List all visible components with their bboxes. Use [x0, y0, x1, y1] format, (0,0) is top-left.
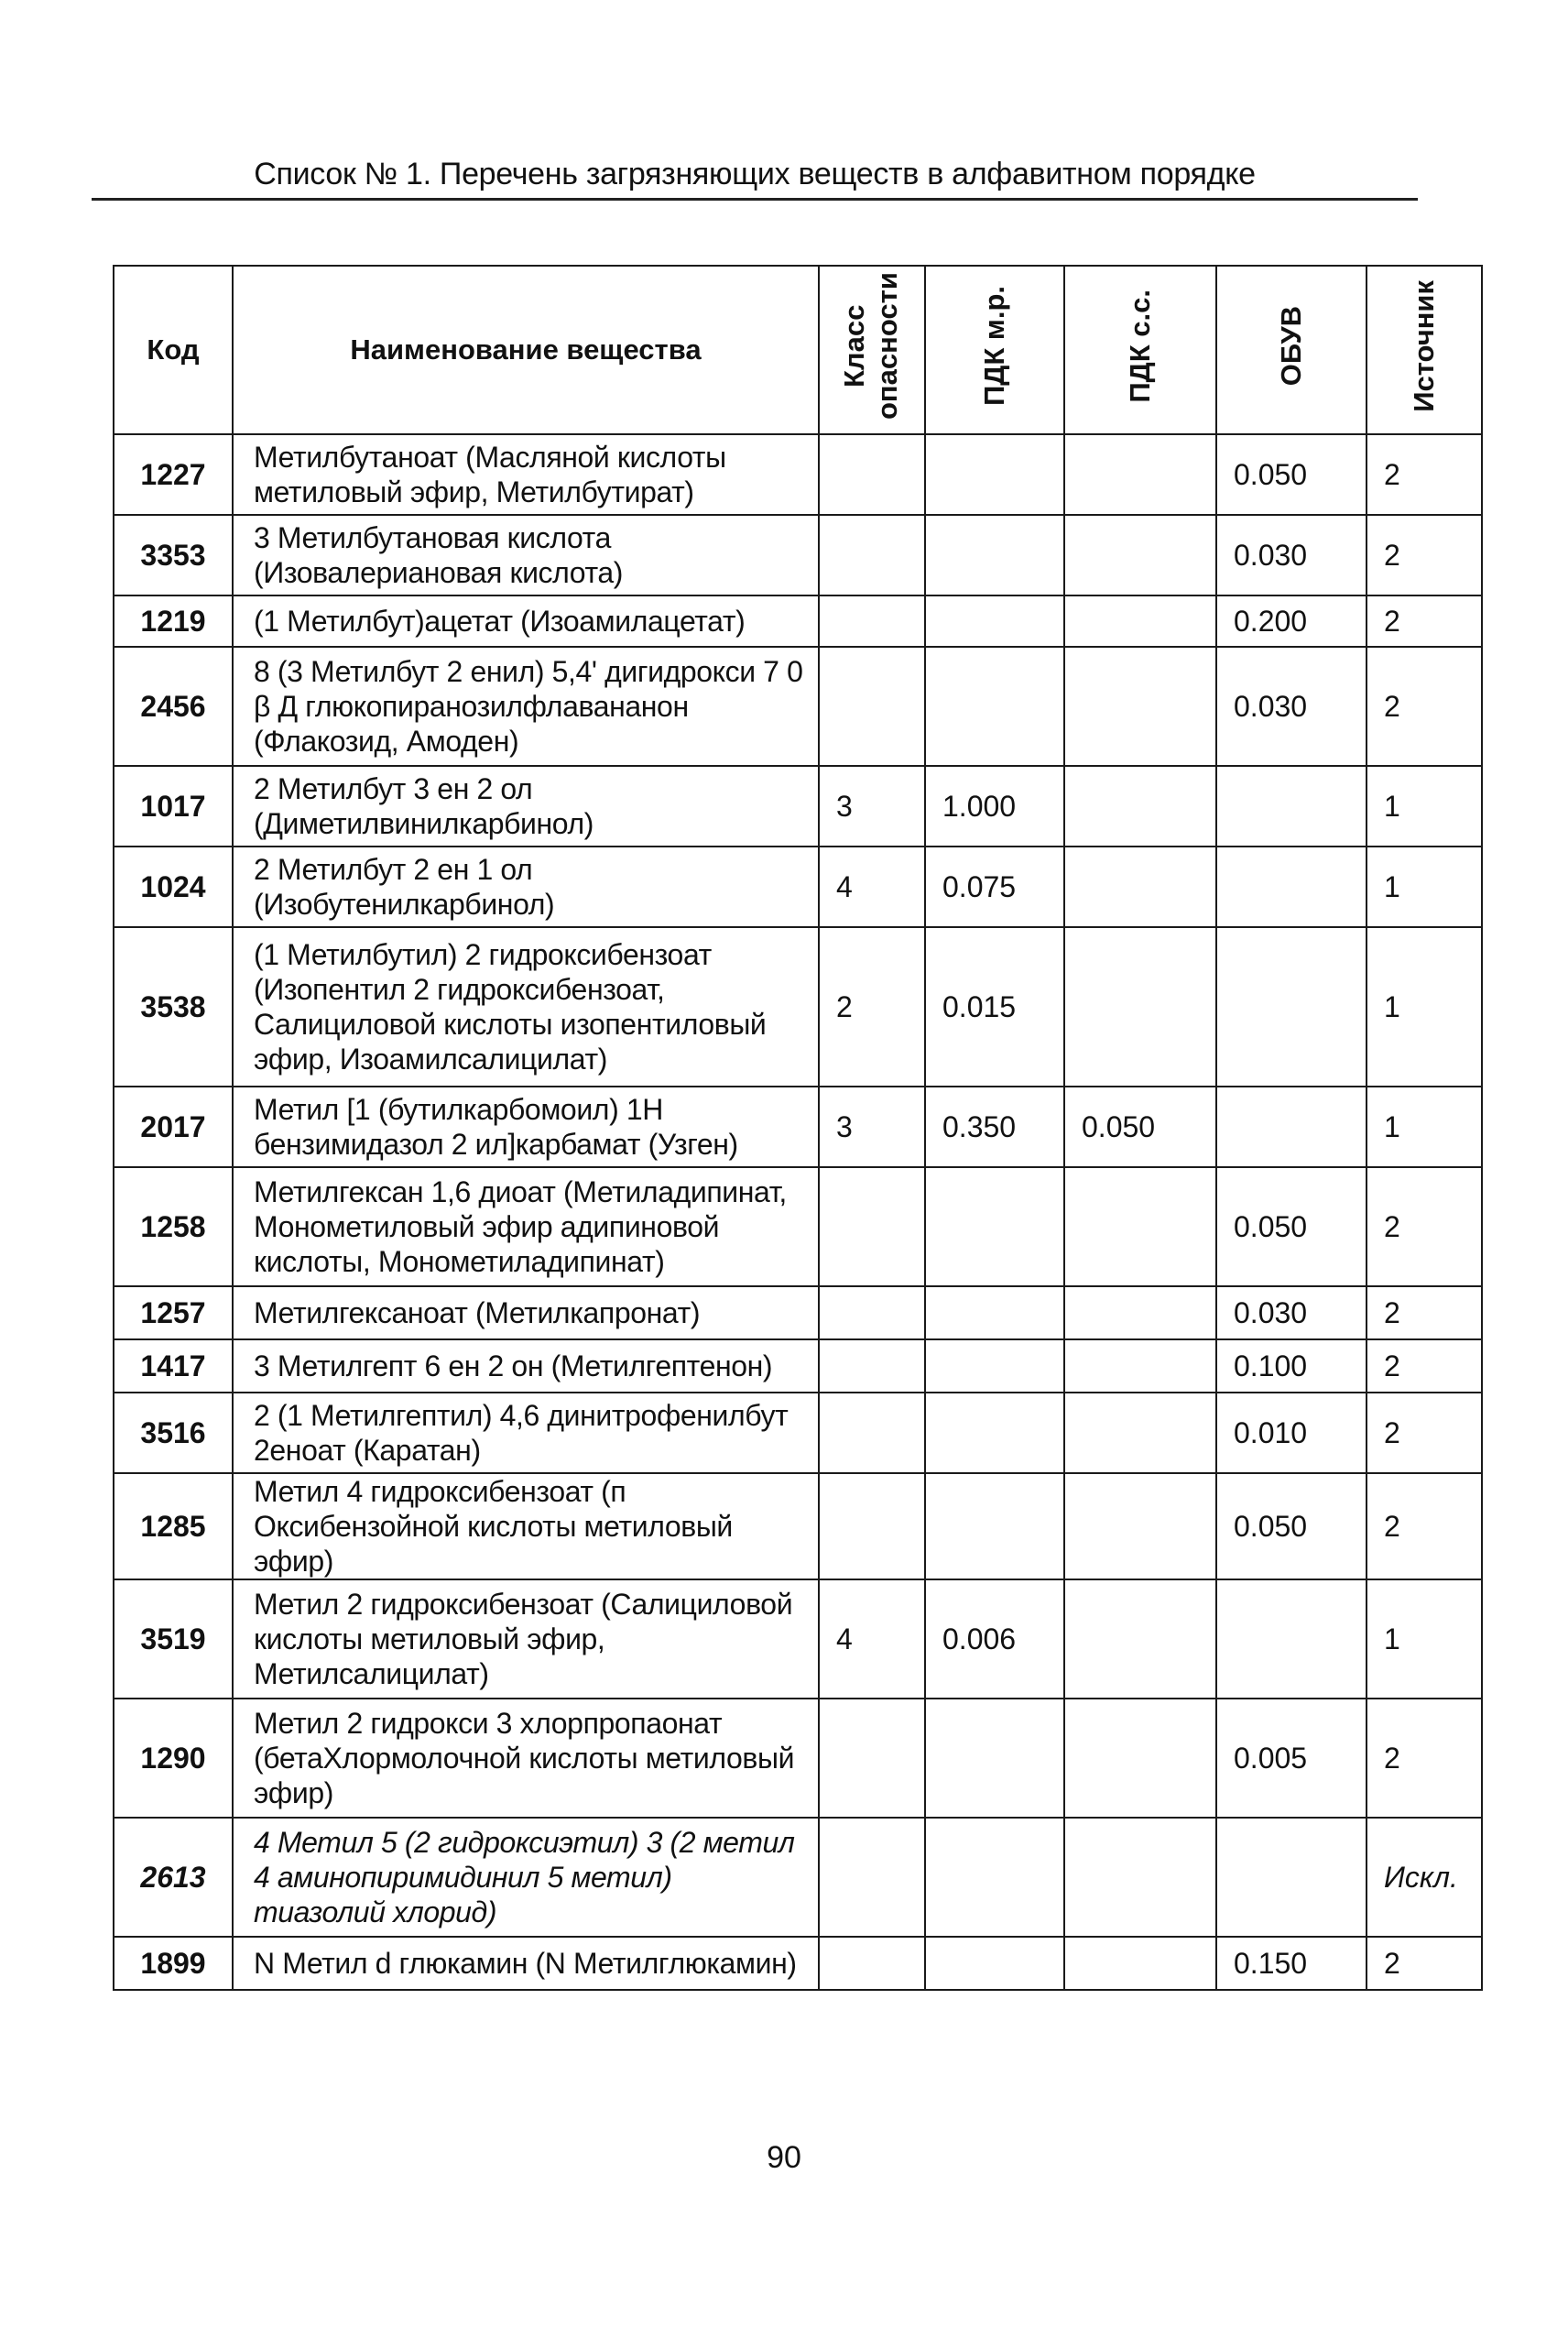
- cell-name: 4 Метил 5 (2 гидроксиэтил) 3 (2 метил 4 аминопиримидинил 5 метил) тиазолий хлорид): [233, 1818, 819, 1937]
- cell-pdk-mr: [925, 1818, 1064, 1937]
- cell-pdk-ss: [1064, 1699, 1216, 1818]
- table-row: [114, 1087, 1482, 1167]
- cell-pdk-ss: [1064, 595, 1216, 647]
- cell-code: 1285: [114, 1473, 233, 1579]
- column-header-hazard: [819, 266, 925, 434]
- cell-obuv: [1216, 1087, 1367, 1167]
- cell-obuv: 0.030: [1216, 647, 1367, 766]
- table-row: [114, 1699, 1482, 1818]
- cell-pdk-mr: 0.075: [925, 847, 1064, 927]
- cell-source: 2: [1367, 1167, 1482, 1286]
- cell-source: 1: [1367, 766, 1482, 847]
- column-header-name: Наименование вещества: [233, 266, 819, 434]
- table-row: [114, 1579, 1482, 1699]
- cell-source: 1: [1367, 927, 1482, 1087]
- column-header-pdk-mr-label: ПДК м.р.: [978, 286, 1010, 406]
- cell-code: 1257: [114, 1286, 233, 1339]
- cell-pdk-ss: [1064, 1579, 1216, 1699]
- column-header-pdk-mr: [925, 266, 1064, 434]
- column-header-obuv-label: ОБУВ: [1275, 305, 1307, 387]
- cell-pdk-ss: [1064, 515, 1216, 595]
- cell-name: 3 Метилбутановая кислота (Изовалериановая кислота): [233, 515, 819, 595]
- cell-hazard: [819, 434, 925, 515]
- cell-hazard: [819, 1937, 925, 1990]
- cell-code: 1899: [114, 1937, 233, 1990]
- cell-pdk-ss: [1064, 766, 1216, 847]
- cell-hazard: [819, 1393, 925, 1473]
- cell-pdk-mr: 0.015: [925, 927, 1064, 1087]
- cell-name: Метил 4 гидроксибензоат (п Оксибензойной кислоты метиловый эфир): [233, 1473, 819, 1579]
- table-row: [114, 1167, 1482, 1286]
- cell-obuv: [1216, 927, 1367, 1087]
- cell-obuv: [1216, 766, 1367, 847]
- cell-obuv: 0.005: [1216, 1699, 1367, 1818]
- table-row: [114, 1818, 1482, 1937]
- cell-name: 2 Метилбут 2 ен 1 ол (Изобутенилкарбинол): [233, 847, 819, 927]
- cell-source: 2: [1367, 1393, 1482, 1473]
- cell-obuv: 0.030: [1216, 1286, 1367, 1339]
- cell-name: 8 (3 Метилбут 2 енил) 5,4' дигидрокси 7 0 β Д глюкопиранозилфлаванaнон (Флакозид, Амоден): [233, 647, 819, 766]
- cell-hazard: [819, 1699, 925, 1818]
- page-title: Список № 1. Перечень загрязняющих веществ в алфавитном порядке: [92, 154, 1418, 201]
- cell-pdk-mr: 0.006: [925, 1579, 1064, 1699]
- cell-code: 3353: [114, 515, 233, 595]
- cell-name: 2 (1 Метилгептил) 4,6 динитрофенилбут 2еноат (Каратан): [233, 1393, 819, 1473]
- cell-code: 1258: [114, 1167, 233, 1286]
- cell-hazard: 3: [819, 1087, 925, 1167]
- cell-hazard: [819, 595, 925, 647]
- cell-hazard: [819, 1339, 925, 1393]
- column-header-source-label: Источник: [1408, 279, 1440, 412]
- cell-obuv: 0.030: [1216, 515, 1367, 595]
- cell-obuv: 0.050: [1216, 1167, 1367, 1286]
- cell-pdk-ss: [1064, 1393, 1216, 1473]
- cell-source: 2: [1367, 1339, 1482, 1393]
- cell-code: 3516: [114, 1393, 233, 1473]
- cell-obuv: [1216, 847, 1367, 927]
- cell-pdk-mr: [925, 595, 1064, 647]
- cell-pdk-mr: [925, 647, 1064, 766]
- column-header-code: Код: [114, 266, 233, 434]
- cell-pdk-ss: [1064, 847, 1216, 927]
- cell-name: Метил 2 гидроксибензоат (Салициловой кислоты метиловый эфир, Метилсалицилат): [233, 1579, 819, 1699]
- cell-pdk-ss: [1064, 1339, 1216, 1393]
- cell-pdk-mr: [925, 1339, 1064, 1393]
- cell-pdk-mr: [925, 1167, 1064, 1286]
- cell-source: 2: [1367, 1699, 1482, 1818]
- cell-name: Метилгексан 1,6 диоат (Метиладипинат, Монометиловый эфир адипиновой кислоты, Монометиладипинат): [233, 1167, 819, 1286]
- cell-obuv: [1216, 1579, 1367, 1699]
- cell-hazard: [819, 1167, 925, 1286]
- cell-pdk-mr: [925, 1286, 1064, 1339]
- cell-name: 3 Метилгепт 6 ен 2 он (Метилгептенон): [233, 1339, 819, 1393]
- column-header-pdk-ss-label: ПДК с.с.: [1124, 289, 1156, 403]
- table-header-row: [114, 266, 1482, 434]
- cell-code: 1219: [114, 595, 233, 647]
- cell-code: 1024: [114, 847, 233, 927]
- cell-source: 2: [1367, 1473, 1482, 1579]
- cell-code: 3519: [114, 1579, 233, 1699]
- cell-name: Метил 2 гидрокси 3 хлорпропаонат (бетаХлормолочной кислоты метиловый эфир): [233, 1699, 819, 1818]
- table-row: [114, 1286, 1482, 1339]
- table-row: [114, 1473, 1482, 1579]
- cell-obuv: 0.100: [1216, 1339, 1367, 1393]
- cell-hazard: 4: [819, 847, 925, 927]
- table-row: [114, 1937, 1482, 1990]
- cell-pdk-ss: [1064, 647, 1216, 766]
- cell-pdk-mr: 1.000: [925, 766, 1064, 847]
- column-header-source: [1367, 266, 1482, 434]
- cell-source: 2: [1367, 515, 1482, 595]
- cell-obuv: 0.050: [1216, 434, 1367, 515]
- cell-source: 2: [1367, 647, 1482, 766]
- cell-pdk-mr: [925, 515, 1064, 595]
- table-row: [114, 434, 1482, 515]
- cell-name: (1 Метилбут)ацетат (Изоамилацетат): [233, 595, 819, 647]
- cell-pdk-ss: [1064, 927, 1216, 1087]
- cell-pdk-mr: [925, 434, 1064, 515]
- cell-source: 1: [1367, 1087, 1482, 1167]
- cell-source: 1: [1367, 847, 1482, 927]
- cell-hazard: [819, 1473, 925, 1579]
- column-header-pdk-ss: [1064, 266, 1216, 434]
- table-row: [114, 595, 1482, 647]
- cell-hazard: [819, 1818, 925, 1937]
- table-row: [114, 647, 1482, 766]
- page-number: 90: [767, 2140, 801, 2175]
- cell-source: 2: [1367, 595, 1482, 647]
- cell-source: 1: [1367, 1579, 1482, 1699]
- cell-name: Метилбутаноат (Масляной кислоты метиловый эфир, Метилбутират): [233, 434, 819, 515]
- cell-pdk-ss: [1064, 434, 1216, 515]
- column-header-obuv: [1216, 266, 1367, 434]
- cell-name: Метилгексаноат (Метилкапронат): [233, 1286, 819, 1339]
- table-row: [114, 515, 1482, 595]
- table-row: [114, 847, 1482, 927]
- cell-source: Искл.: [1367, 1818, 1482, 1937]
- cell-pdk-mr: [925, 1937, 1064, 1990]
- table-row: [114, 927, 1482, 1087]
- cell-hazard: 3: [819, 766, 925, 847]
- cell-code: 2017: [114, 1087, 233, 1167]
- cell-obuv: 0.010: [1216, 1393, 1367, 1473]
- cell-name: (1 Метилбутил) 2 гидроксибензоат (Изопентил 2 гидроксибензоат, Салициловой кислоты изопентиловый эфир, Изоамилсалицилат): [233, 927, 819, 1087]
- cell-pdk-ss: [1064, 1286, 1216, 1339]
- cell-pdk-ss: [1064, 1473, 1216, 1579]
- cell-code: 1017: [114, 766, 233, 847]
- table-row: [114, 1393, 1482, 1473]
- cell-hazard: 4: [819, 1579, 925, 1699]
- cell-code: 2456: [114, 647, 233, 766]
- cell-pdk-mr: 0.350: [925, 1087, 1064, 1167]
- cell-hazard: [819, 647, 925, 766]
- cell-code: 2613: [114, 1818, 233, 1937]
- pollutants-table: [113, 265, 1483, 1991]
- cell-obuv: 0.150: [1216, 1937, 1367, 1990]
- cell-pdk-mr: [925, 1699, 1064, 1818]
- cell-name: N Метил d глюкамин (N Метилглюкамин): [233, 1937, 819, 1990]
- cell-pdk-ss: [1064, 1167, 1216, 1286]
- cell-code: 1417: [114, 1339, 233, 1393]
- table-row: [114, 1339, 1482, 1393]
- cell-pdk-mr: [925, 1473, 1064, 1579]
- column-header-hazard-label: Класс опасности: [838, 271, 903, 420]
- cell-hazard: [819, 515, 925, 595]
- cell-obuv: 0.200: [1216, 595, 1367, 647]
- cell-obuv: 0.050: [1216, 1473, 1367, 1579]
- cell-pdk-ss: [1064, 1818, 1216, 1937]
- cell-pdk-mr: [925, 1393, 1064, 1473]
- cell-source: 2: [1367, 1937, 1482, 1990]
- cell-source: 2: [1367, 1286, 1482, 1339]
- cell-obuv: [1216, 1818, 1367, 1937]
- cell-hazard: [819, 1286, 925, 1339]
- cell-code: 1227: [114, 434, 233, 515]
- cell-pdk-ss: [1064, 1937, 1216, 1990]
- cell-name: 2 Метилбут 3 ен 2 ол (Диметилвинилкарбинол): [233, 766, 819, 847]
- cell-source: 2: [1367, 434, 1482, 515]
- cell-hazard: 2: [819, 927, 925, 1087]
- cell-code: 1290: [114, 1699, 233, 1818]
- cell-pdk-ss: 0.050: [1064, 1087, 1216, 1167]
- cell-name: Метил [1 (бутилкарбомоил) 1Н бензимидазол 2 ил]карбамат (Узген): [233, 1087, 819, 1167]
- cell-code: 3538: [114, 927, 233, 1087]
- table-row: [114, 766, 1482, 847]
